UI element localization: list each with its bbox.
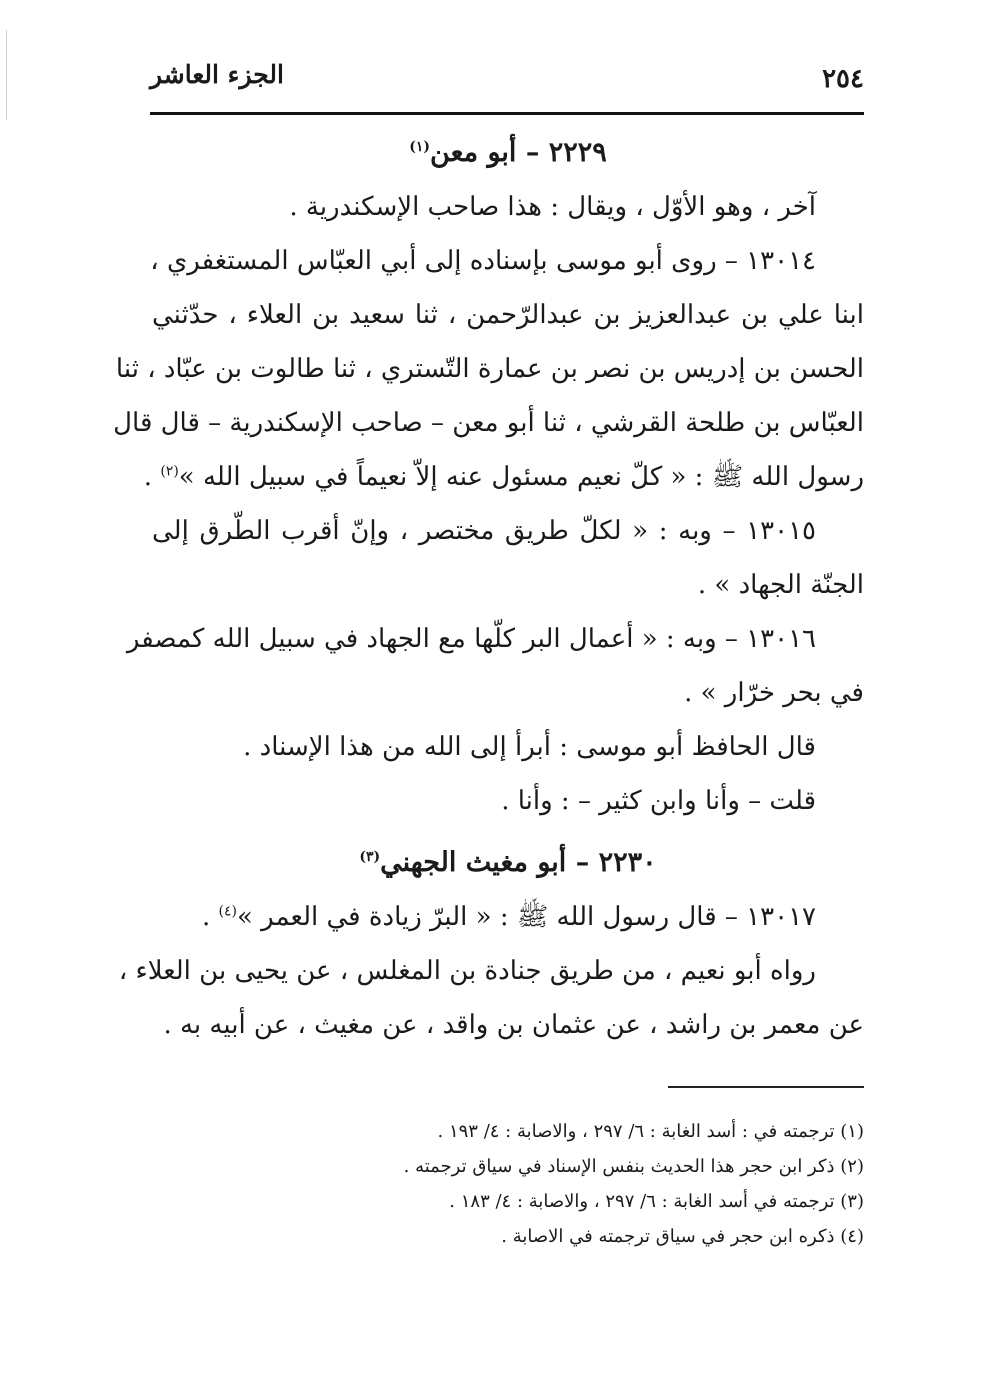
heading-text: ٢٢٢٩ – أبو معن (430, 137, 607, 168)
footnote-ref: (٢) (160, 463, 179, 480)
running-title: الجزء العاشر (150, 60, 284, 89)
page-header (150, 56, 864, 102)
hadith-text: . (202, 902, 219, 932)
hadith-line (143, 450, 864, 504)
footnote: (١) ترجمته في : أسد الغابة : ٦/ ٢٩٧ ، والاصابة : ٤/ ١٩٣ . (437, 1121, 864, 1142)
main-text (113, 118, 864, 1052)
page-number: ٢٥٤ (822, 64, 864, 94)
hadith-text: رسول الله ﷺ : « كلّ نعيم مسئول عنه إلاّ نعيماً في سبيل الله » (178, 462, 864, 492)
hadith-line: ١٣٠١٤ – روى أبو موسى بإسناده إلى أبي العبّاس المستغفري ، (150, 246, 816, 276)
hadith-line: عن معمر بن راشد ، عن عثمان بن واقد ، عن مغيث ، عن أبيه به . (163, 1010, 864, 1040)
footnote-rule (668, 1086, 864, 1088)
hadith-line (152, 890, 864, 944)
hadith-line: الحسن بن إدريس بن نصر بن عمارة التّستري ، ثنا طالوت بن عبّاد ، ثنا (115, 354, 864, 384)
hadith-line: في بحر خرّار » . (684, 678, 864, 708)
entry-intro: آخر ، وهو الأوّل ، ويقال : هذا صاحب الإسكندرية . (289, 192, 816, 222)
hadith-line: الجنّة الجهاد » . (697, 570, 864, 600)
entry-heading-2230 (152, 828, 864, 890)
heading-text: ٢٢٣٠ – أبو مغيث الجهني (380, 847, 657, 878)
hadith-line: ١٣٠١٦ – وبه : « أعمال البر كلّها مع الجهاد في سبيل الله كمصفر (126, 624, 816, 654)
hadith-text: ١٣٠١٧ – قال رسول الله ﷺ : « البرّ زيادة في العمر » (237, 902, 816, 932)
hadith-line: ابنا علي بن عبدالعزيز بن عبدالرّحمن ، ثنا سعيد بن العلاء ، حدّثني (152, 300, 864, 330)
footnote-ref: (٤) (218, 903, 237, 920)
footnote-ref: (١) (409, 139, 431, 155)
header-rule (150, 112, 864, 115)
footnote: (٢) ذكر ابن حجر هذا الحديث بنفس الإسناد في سياق ترجمته . (403, 1156, 864, 1177)
footnote: (٤) ذكره ابن حجر في سياق ترجمته في الاصابة . (501, 1226, 864, 1247)
remark-line: قلت – وأنا وابن كثير – : وأنا . (501, 786, 816, 816)
hadith-line: العبّاس بن طلحة القرشي ، ثنا أبو معن – صاحب الإسكندرية – قال قال (113, 408, 864, 438)
footnote: (٣) ترجمته في أسد الغابة : ٦/ ٢٩٧ ، والاصابة : ٤/ ١٨٣ . (449, 1191, 864, 1212)
hadith-line: رواه أبو نعيم ، من طريق جنادة بن المغلس ، عن يحيى بن العلاء ، (118, 956, 816, 986)
hadith-text: . (143, 462, 161, 492)
footnote-ref: (٣) (359, 849, 381, 865)
page-edge-mark (6, 30, 7, 120)
entry-heading-2229 (152, 118, 864, 180)
footnotes (152, 1114, 864, 1254)
hadith-line: ١٣٠١٥ – وبه : « لكلّ طريق مختصر ، وإنّ أقرب الطّرق إلى (152, 516, 816, 546)
remark-line: قال الحافظ أبو موسى : أبرأ إلى الله من هذا الإسناد . (243, 732, 816, 762)
